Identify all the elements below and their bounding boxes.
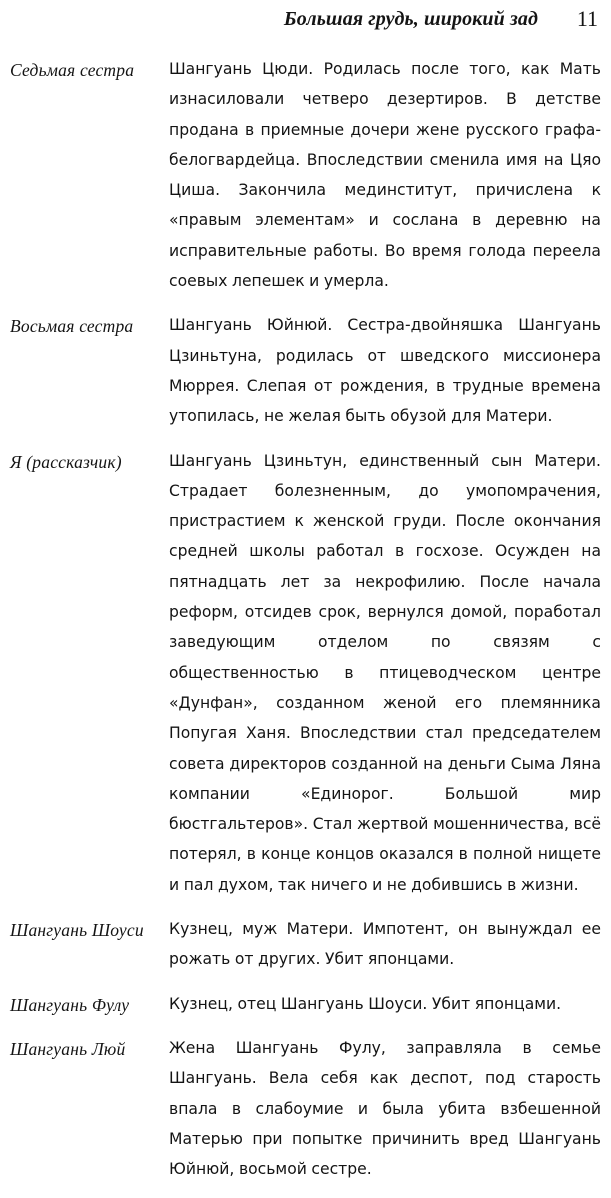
- character-name: Шангуань Фулу: [10, 994, 130, 1015]
- character-entry-shouxi: [0, 914, 611, 975]
- character-name: Седьмая сестра: [10, 60, 135, 80]
- character-name: Я (рассказчик): [10, 451, 122, 472]
- character-entry-seventh-sister: [0, 54, 611, 296]
- character-description: Кузнец, муж Матери. Импотент, он вынуждал ее рожать от других. Убит японцами.: [169, 920, 601, 969]
- character-description: Кузнец, отец Шангуань Шоуси. Убит японцами.: [169, 994, 562, 1013]
- character-name: Шангуань Люй: [10, 1038, 126, 1059]
- character-entry-narrator: [0, 446, 611, 900]
- character-entry-fulu: [0, 989, 611, 1019]
- page-number: 11: [576, 6, 598, 31]
- character-entry-lyu: [0, 1033, 611, 1184]
- character-entry-eighth-sister: [0, 310, 611, 431]
- page-header: [0, 6, 611, 34]
- character-description: Жена Шангуань Фулу, заправляла в семье Шангуань. Вела себя как деспот, под старость впала в слабоумие и была убита взбешенной Матерью при попытке причинить вред Шангуань Юйнюй, восьмой сестре.: [169, 1038, 601, 1179]
- character-description: Шангуань Цюди. Родилась после того, как Мать изнасиловали четверо дезертиров. В детстве продана в приемные дочери жене русского графа-белогвардейца. Впоследствии сменила имя на Цяо Циша. Закончила мединститут, причислена к «правым элементам» и сослана в деревню на исправительные работы. Во время голода переела соевых лепешек и умерла.: [169, 60, 601, 291]
- character-name: Восьмая сестра: [10, 316, 134, 337]
- running-title: Большая грудь, широкий зад: [283, 8, 538, 30]
- character-name: Шангуань Шоуси: [10, 920, 144, 941]
- character-list: [0, 54, 611, 1198]
- character-description: Шангуань Цзиньтун, единственный сын Матери. Страдает болезненным, до умопомрачения, пристрастием к женской груди. После окончания средней школы работал в госхозе. Осужден на пятнадцать лет за некрофилию. После начала реформ, отсидев срок, вернулся домой, поработал заведующим отделом по связям с общественностью в птицеводческом центре «Дунфан», созданном женой его племянника Попугая Ханя. Впоследствии стал председателем совета директоров созданной на деньги Сыма Ляна компании «Единорог. Большой мир бюстгальтеров». Стал жертвой мошенничества, всё потерял, в конце концов оказался в полной нищете и пал духом, так ничего и не добившись в жизни.: [169, 451, 601, 894]
- character-description: Шангуань Юйнюй. Сестра-двойняшка Шангуань Цзиньтуна, родилась от шведского миссионера Мюррея. Слепая от рождения, в трудные времена утопилась, не желая быть обузой для Матери.: [169, 316, 601, 426]
